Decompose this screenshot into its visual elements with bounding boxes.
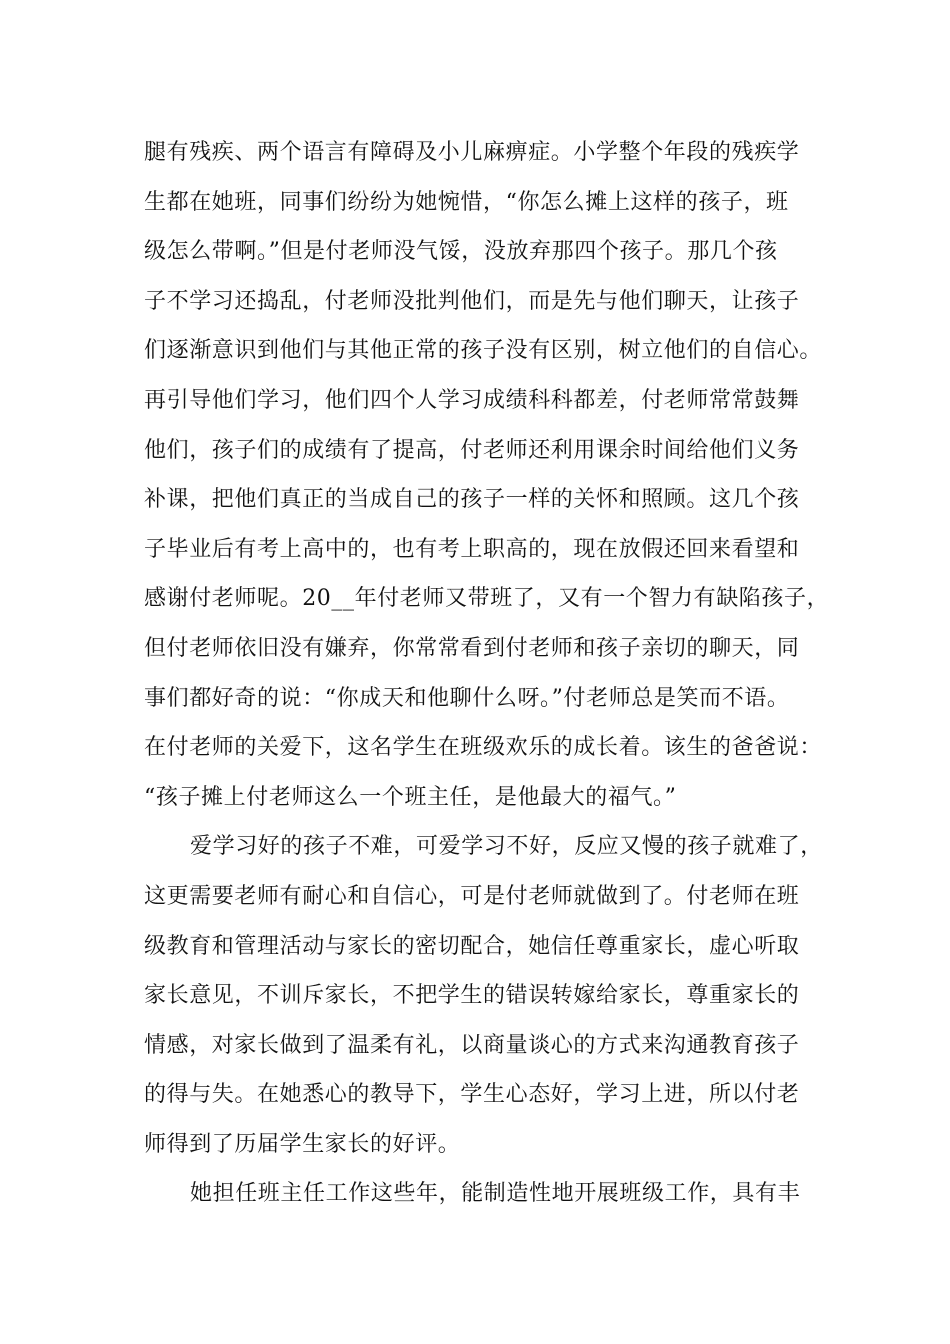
paragraph-first-line: 爱学习好的孩子不难，可爱学习不好，反应又慢的孩子就难了， xyxy=(190,834,823,860)
text-line: 级教育和管理活动与家长的密切配合，她信任尊重家长，虚心听取 xyxy=(144,933,800,959)
text-line: 他们，孩子们的成绩有了提高，付老师还利用课余时间给他们义务 xyxy=(144,437,800,463)
text-line: 腿有残疾、两个语言有障碍及小儿麻痹症。小学整个年段的残疾学 xyxy=(144,140,800,165)
paragraph-first-line: 她担任班主任工作这些年，能制造性地开展班级工作，具有丰 xyxy=(190,1181,801,1207)
text-line: 生都在她班，同事们纷纷为她惋惜，“你怎么摊上这样的孩子，班 xyxy=(144,189,789,215)
text-line: 们逐渐意识到他们与其他正常的孩子没有区别，树立他们的自信心。 xyxy=(144,338,823,364)
text-line: “孩子摊上付老师这么一个班主任，是他最大的福气。” xyxy=(144,784,677,810)
text-line: 的得与失。在她悉心的教导下，学生心态好，学习上进，所以付老 xyxy=(144,1082,800,1108)
text-line: 级怎么带啊。”但是付老师没气馁，没放弃那四个孩子。那几个孩 xyxy=(144,239,778,265)
text-line: 师得到了历届学生家长的好评。 xyxy=(144,1131,461,1157)
text-line: 在付老师的关爱下，这名学生在班级欢乐的成长着。该生的爸爸说： xyxy=(144,735,823,761)
text-line: 事们都好奇的说：“你成天和他聊什么呀。”付老师总是笑而不语。 xyxy=(144,685,790,711)
text-line: 补课，把他们真正的当成自己的孩子一样的关怀和照顾。这几个孩 xyxy=(144,487,800,513)
text-line: 再引导他们学习，他们四个人学习成绩科科都差，付老师常常鼓舞 xyxy=(144,387,800,413)
text-line: 子毕业后有考上高中的，也有考上职高的，现在放假还回来看望和 xyxy=(144,536,800,562)
text-line: 家长意见，不训斥家长，不把学生的错误转嫁给家长，尊重家长的 xyxy=(144,983,800,1009)
text-line: 但付老师依旧没有嫌弃，你常常看到付老师和孩子亲切的聊天，同 xyxy=(144,635,800,661)
text-line: 情感，对家长做到了温柔有礼，以商量谈心的方式来沟通教育孩子 xyxy=(144,1032,800,1058)
text-line: 这更需要老师有耐心和自信心，可是付老师就做到了。付老师在班 xyxy=(144,883,800,909)
document-body xyxy=(144,128,830,1219)
text-line: 感谢付老师呢。20__年付老师又带班了，又有一个智力有缺陷孩子， xyxy=(144,586,830,612)
text-line: 子不学习还捣乱，付老师没批判他们，而是先与他们聊天，让孩子 xyxy=(144,288,800,314)
